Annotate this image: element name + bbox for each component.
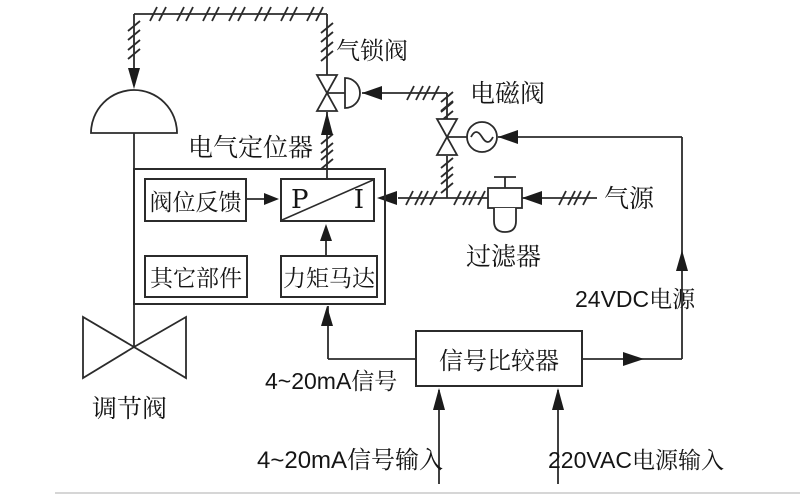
control-valve-label: 调节阀 <box>92 395 168 423</box>
actuator-dome-icon <box>91 90 177 133</box>
pi-letter-i: I <box>353 185 364 215</box>
valve-position-feedback-box <box>144 178 247 222</box>
pi-letter-p: P <box>291 185 309 215</box>
filter-label: 过滤器 <box>466 243 542 271</box>
torque-motor-box <box>280 255 378 298</box>
pi-converter-box <box>280 178 375 222</box>
solenoid-valve-label: 电磁阀 <box>470 80 546 108</box>
signal-input-label: 4~20mA信号输入 <box>257 447 444 474</box>
solenoid-valve-icon <box>437 119 497 155</box>
other-parts-box <box>144 255 248 298</box>
other-parts-label: 其它部件 <box>150 265 242 291</box>
air-source-label: 气源 <box>604 185 655 213</box>
filter-icon <box>488 177 522 232</box>
positioner-title-label: 电气定位器 <box>188 134 314 162</box>
power-input-220vac-label: 220VAC电源输入 <box>548 447 724 473</box>
signal-4-20ma-label: 4~20mA信号 <box>265 368 398 394</box>
pi-diagonal-line <box>282 180 373 220</box>
torque-motor-label: 力矩马达 <box>283 265 375 291</box>
power-24vdc-label: 24VDC电源 <box>575 286 696 312</box>
signal-comparator-box <box>415 330 583 387</box>
signal-comparator-label: 信号比较器 <box>439 348 559 375</box>
valve-position-feedback-label: 阀位反馈 <box>149 188 242 215</box>
air-lock-valve-label: 气锁阀 <box>336 38 408 65</box>
